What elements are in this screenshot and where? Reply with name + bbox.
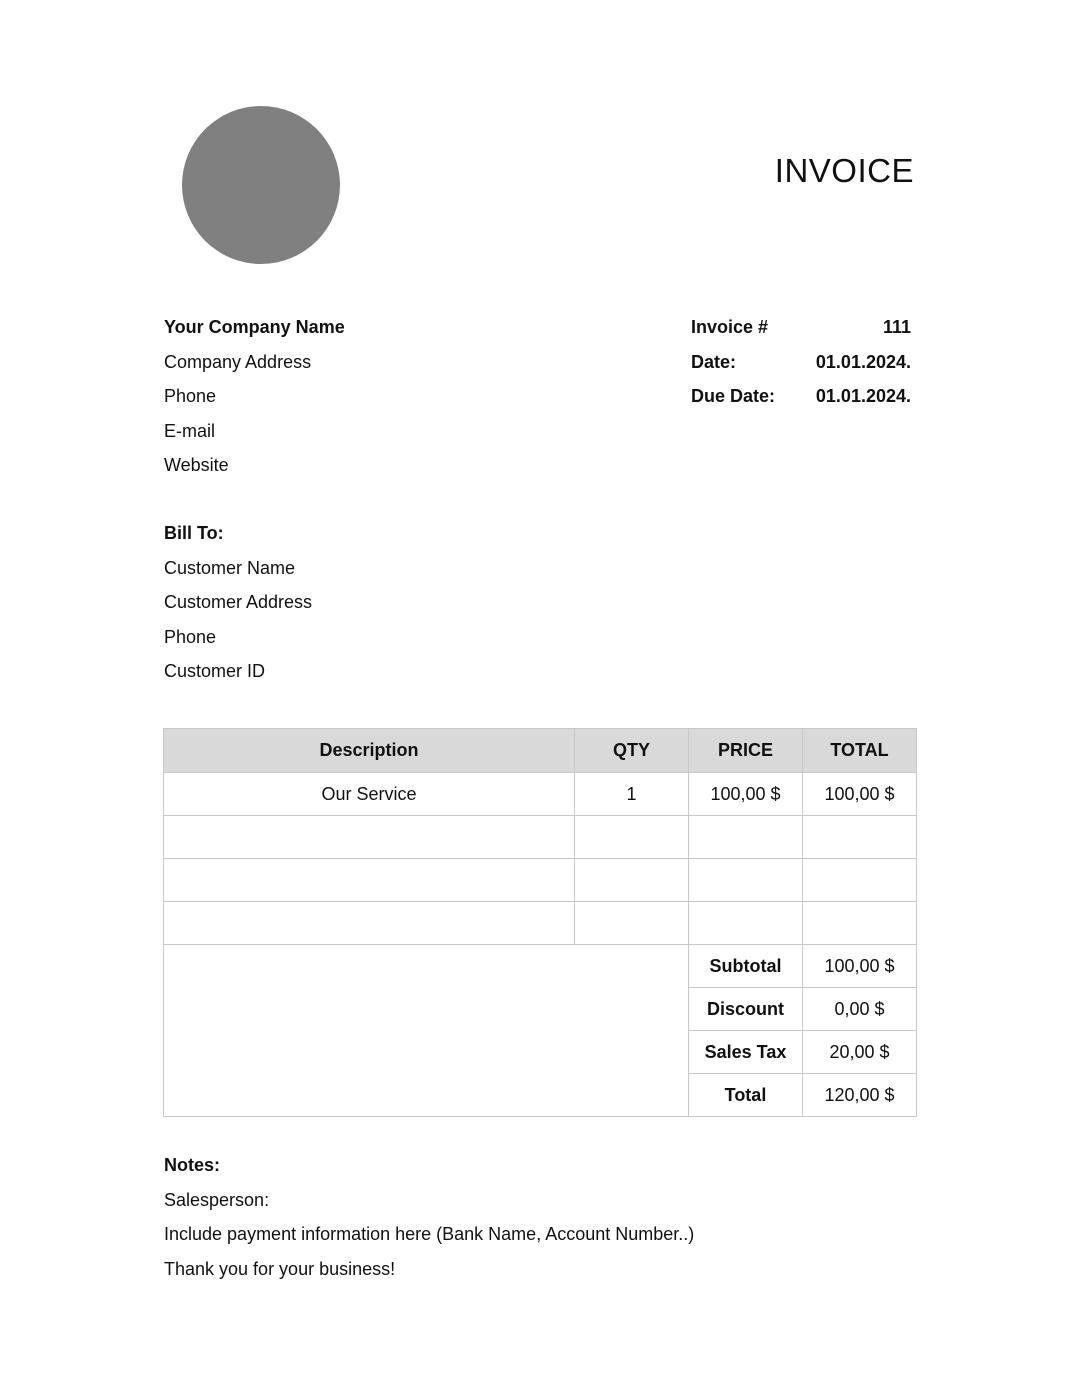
subtotal-label: Subtotal <box>689 945 803 988</box>
item-price <box>689 816 803 859</box>
company-name: Your Company Name <box>164 317 345 337</box>
thank-you-line: Thank you for your business! <box>164 1258 396 1279</box>
item-qty <box>575 859 689 902</box>
summary-blank-area <box>164 945 689 1117</box>
discount-value: 0,00 $ <box>803 988 917 1031</box>
item-description: Our Service <box>164 773 575 816</box>
customer-address: Customer Address <box>164 592 313 612</box>
item-total <box>803 859 917 902</box>
notes-heading: Notes: <box>164 1155 221 1175</box>
company-logo-placeholder <box>182 106 340 264</box>
item-qty: 1 <box>575 773 689 816</box>
column-header-total: TOTAL <box>803 729 917 773</box>
total-label: Total <box>689 1074 803 1117</box>
company-info <box>164 316 345 489</box>
sales-tax-label: Sales Tax <box>689 1031 803 1074</box>
table-header-row <box>164 729 917 773</box>
item-qty <box>575 902 689 945</box>
due-date-value: 01.01.2024. <box>815 386 911 406</box>
column-header-description: Description <box>164 729 575 773</box>
document-title: INVOICE <box>774 152 914 189</box>
line-items-table <box>163 728 917 1117</box>
column-header-price: PRICE <box>689 729 803 773</box>
company-website: Website <box>164 455 229 475</box>
company-email: E-mail <box>164 420 216 441</box>
item-price <box>689 859 803 902</box>
customer-id: Customer ID <box>164 661 266 681</box>
company-phone: Phone <box>164 386 217 406</box>
invoice-date-label: Date: <box>691 351 737 372</box>
item-description <box>164 902 575 945</box>
item-total <box>803 816 917 859</box>
subtotal-value: 100,00 $ <box>803 945 917 988</box>
due-date-row <box>691 385 911 420</box>
invoice-date-row <box>691 351 911 386</box>
customer-phone: Phone <box>164 626 217 647</box>
item-description <box>164 816 575 859</box>
item-description <box>164 859 575 902</box>
salesperson-line: Salesperson: <box>164 1189 270 1210</box>
sales-tax-value: 20,00 $ <box>803 1031 917 1074</box>
item-price <box>689 902 803 945</box>
table-row <box>164 773 917 816</box>
payment-info-line: Include payment information here (Bank Name, Account Number..) <box>164 1224 695 1244</box>
bill-to-section <box>164 522 312 695</box>
notes-section <box>164 1154 694 1292</box>
invoice-number-row <box>691 316 911 351</box>
customer-name: Customer Name <box>164 557 296 578</box>
due-date-label: Due Date: <box>691 386 776 406</box>
item-price: 100,00 $ <box>689 773 803 816</box>
total-value: 120,00 $ <box>803 1074 917 1117</box>
table-row <box>164 859 917 902</box>
subtotal-row <box>164 945 917 988</box>
column-header-qty: QTY <box>575 729 689 773</box>
table-row <box>164 816 917 859</box>
item-qty <box>575 816 689 859</box>
discount-label: Discount <box>689 988 803 1031</box>
table-row <box>164 902 917 945</box>
invoice-date-value: 01.01.2024. <box>815 351 911 372</box>
company-address: Company Address <box>164 351 312 372</box>
invoice-meta <box>691 316 911 420</box>
invoice-number-value: 111 <box>882 317 911 337</box>
item-total <box>803 902 917 945</box>
bill-to-heading: Bill To: <box>164 523 224 543</box>
item-total: 100,00 $ <box>803 773 917 816</box>
invoice-number-label: Invoice # <box>691 317 769 337</box>
